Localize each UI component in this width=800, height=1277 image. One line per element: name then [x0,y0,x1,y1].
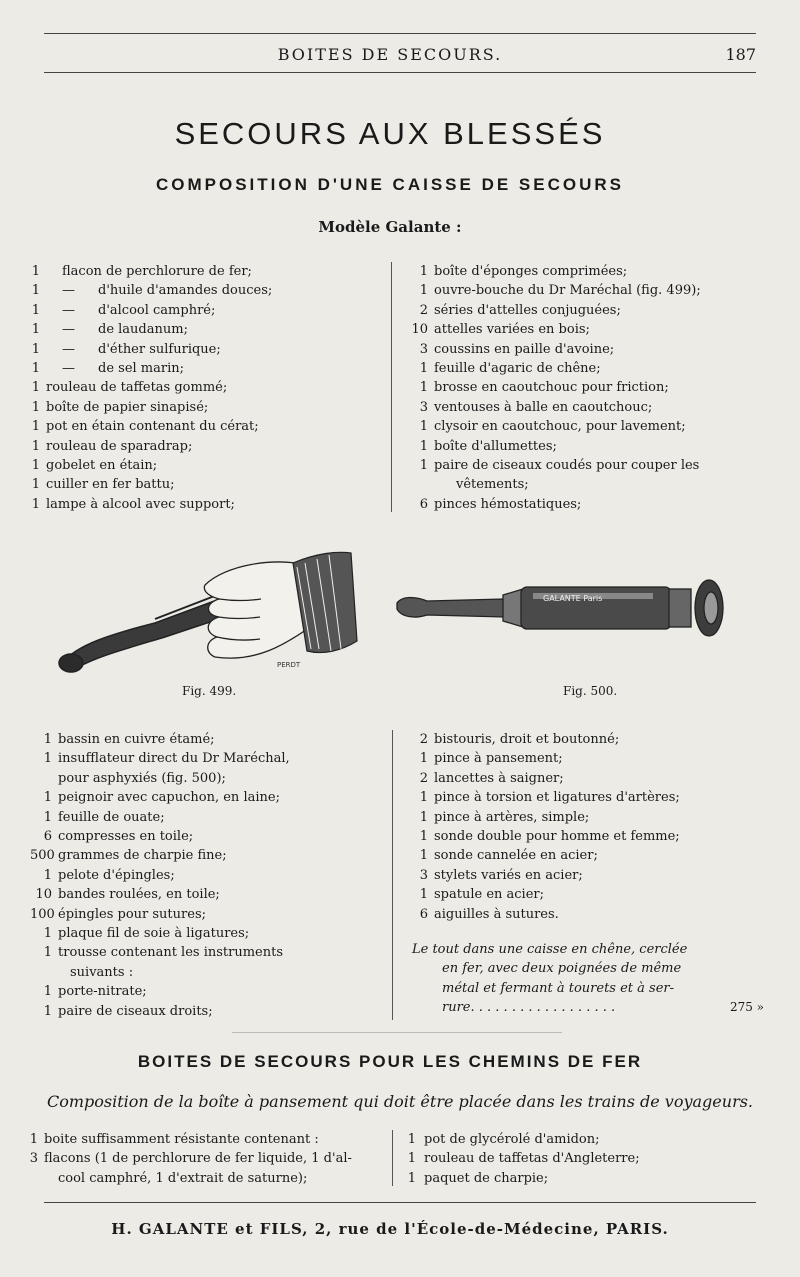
rail-box-list-right [406,1130,776,1188]
list-item: 1 cuiller en fer battu; [31,477,175,493]
list-item: 3 ventouses à balle en caoutchouc; [419,399,653,415]
list-item: 10 attelles variées en bois; [411,322,590,338]
list-item: 1 paquet de charpie; [407,1170,549,1186]
list-item: 1 — d'éther sulfurique; [31,341,221,357]
publisher-footer: H. GALANTE et FILS, 2, rue de l'École-de-Médecine, PARIS. [111,1220,669,1238]
list-item: 1 pelote d'épingles; [43,867,175,883]
list-item: 500 grammes de charpie fine; [30,848,227,864]
model-heading: Modèle Galante : [318,218,462,236]
list-item: 1 paire de ciseaux coudés pour couper les vêtements; [419,458,700,493]
list-item: 10 bandes roulées, en toile; [35,887,220,903]
list-item: 1 — de laudanum; [31,322,188,338]
fig-500-caption: Fig. 500. [563,684,618,698]
rail-box-list-left [28,1130,388,1188]
fig-499-caption: Fig. 499. [182,684,237,698]
list-item: 6 pinces hémostatiques; [419,496,582,512]
engraved-maker-mark: GALANTE Paris [543,594,603,603]
list-item: 1 flacon de perchlorure de fer; [31,264,252,279]
list-item: 1 boîte de papier sinapisé; [31,399,209,415]
fig-499-illustration [55,545,365,680]
list-item: 6 compresses en toile; [43,829,194,845]
list-item: 2 lancettes à saigner; [419,770,564,786]
column-divider [391,262,392,512]
list-item: 1 boîte d'allumettes; [419,438,557,454]
list-item: 1 sonde cannelée en acier; [419,848,598,864]
list-item: 3 coussins en paille d'avoine; [419,341,615,357]
running-title: BOITES DE SECOURS. [277,45,503,64]
list-item: 1 — d'alcool camphré; [31,302,216,318]
list-item: 1 feuille d'agaric de chêne; [419,361,601,377]
list-item: 6 aiguilles à sutures. [419,906,559,922]
list-item: 1 sonde double pour homme et femme; [419,829,680,845]
list-item: 1 gobelet en étain; [31,458,158,474]
list-item: 1 boite suffisamment résistante contenant : [29,1132,319,1147]
insufflator-icon [397,580,723,636]
list-item: 1 bassin en cuivre étamé; [43,732,215,747]
contents-list-right [408,262,778,514]
list-item: 1 rouleau de sparadrap; [31,438,193,454]
column-divider [392,730,393,1020]
list-item: 3 flacons (1 de perchlorure de fer liquide, 1 d'al- cool camphré, 1 d'extrait de saturne); [29,1151,352,1186]
section-2-subtitle: Composition de la boîte à pansement qui doit être placée dans les trains de voyageurs. [46,1092,754,1111]
section-divider [232,1032,562,1033]
list-item: 1 feuille de ouate; [43,809,165,825]
list-item: 1 spatule en acier; [419,887,544,903]
section-title: COMPOSITION D'UNE CAISSE DE SECOURS [156,175,624,194]
list-item: 1 — d'huile d'amandes douces; [31,283,273,299]
list-item: 1 insufflateur direct du Dr Maréchal, pour asphyxiés (fig. 500); [43,751,290,786]
mouth-opener-icon [59,590,231,672]
list-item: 1 rouleau de taffetas gommé; [31,380,228,396]
list-item: 1 — de sel marin; [31,361,185,377]
list-item: 1 paire de ciseaux droits; [43,1003,213,1019]
list-item: 1 rouleau de taffetas d'Angleterre; [407,1151,640,1167]
list-item: 1 peignoir avec capuchon, en laine; [43,790,280,806]
list-item: 1 porte-nitrate; [43,984,147,1000]
list-item: 1 pince à torsion et ligatures d'artères; [419,790,680,806]
caisse-description: Le tout dans une caisse en chêne, cerclée en fer, avec deux poignées de même métal et fermant à tourets et à ser- rure. . . . . . . . . . . . . . . . . . 275 » [412,940,764,1018]
list-item: 1 clysoir en caoutchouc, pour lavement; [419,419,686,435]
list-item: 1 pot de glycérolé d'amidon; [407,1132,600,1147]
list-item: 1 pince à pansement; [419,751,563,767]
contents-list-left [30,262,380,514]
list-item: 1 plaque fil de soie à ligatures; [43,926,250,942]
list-item: 1 trousse contenant les instruments suivants : [43,945,284,980]
header-rule [44,72,756,73]
list-item: 1 ouvre-bouche du Dr Maréchal (fig. 499); [419,283,701,299]
contents-list-lower-right [408,730,778,924]
page-title: SECOURS AUX BLESSÉS [174,116,606,151]
footer-rule [44,1202,756,1203]
sleeve-cuff-icon [293,552,357,652]
list-item: 1 pot en étain contenant du cérat; [31,419,259,435]
column-divider [392,1130,393,1186]
price: 275 » [729,1000,764,1015]
list-item: 3 stylets variés en acier; [419,867,583,883]
engraver-signature: PERDT [277,661,301,669]
list-item: 1 lampe à alcool avec support; [31,496,235,512]
section-2-title: BOITES DE SECOURS POUR LES CHEMINS DE FER [137,1052,643,1071]
list-item: 1 pince à artères, simple; [419,809,590,825]
list-item: 2 séries d'attelles conjuguées; [419,302,621,318]
top-border [44,33,756,34]
list-item: 1 boîte d'éponges comprimées; [419,264,628,279]
list-item: 100 épingles pour sutures; [30,906,206,922]
list-item: 1 brosse en caoutchouc pour friction; [419,380,669,396]
fig-500-illustration [393,575,733,655]
list-item: 2 bistouris, droit et boutonné; [419,732,620,747]
page-number: 187 [725,45,756,64]
contents-list-lower-left [30,730,380,1021]
